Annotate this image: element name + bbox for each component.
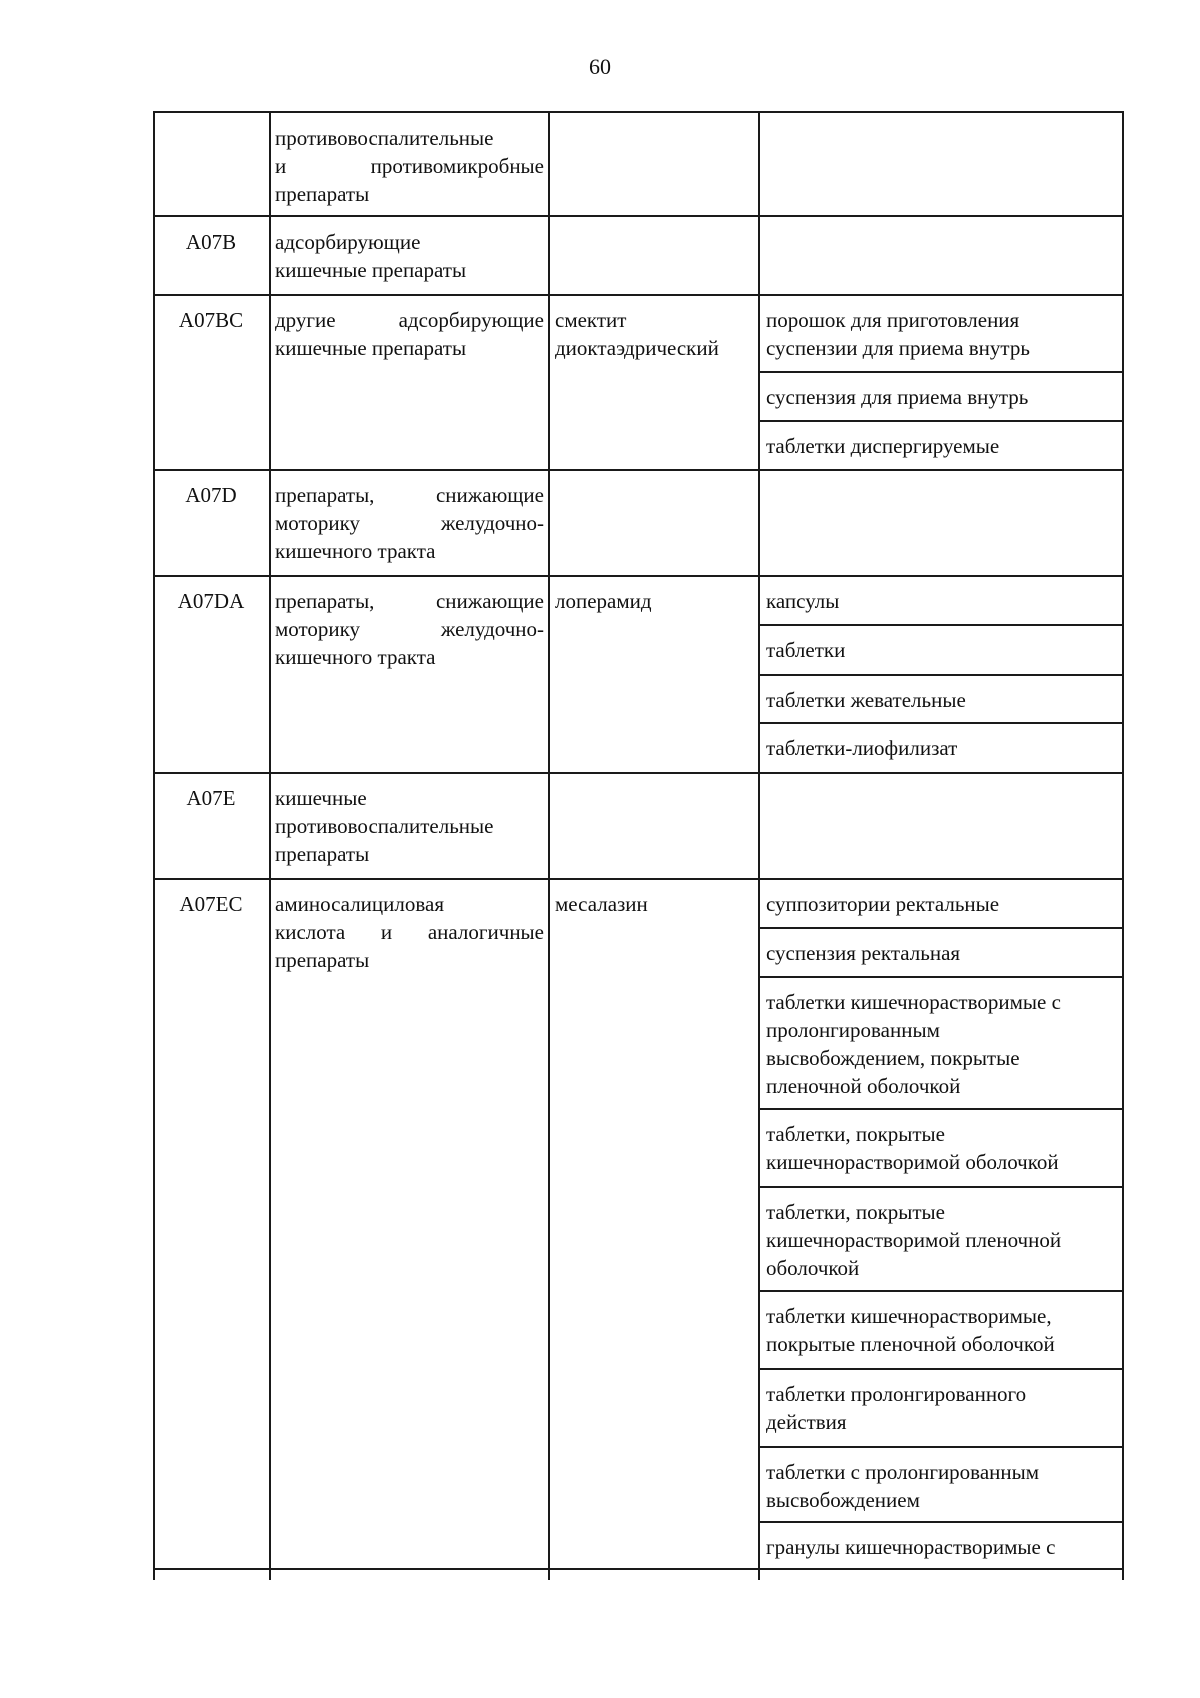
table-border-left <box>153 111 155 1580</box>
form-divider <box>758 674 1124 676</box>
dosage-form-cell: суспензия ректальная <box>766 941 961 965</box>
name-line: аминосалициловая <box>275 892 444 916</box>
form-divider <box>758 722 1124 724</box>
form-line: оболочкой <box>766 1256 860 1280</box>
form-divider <box>758 1108 1124 1110</box>
form-line: таблетки, покрытые <box>766 1122 945 1146</box>
form-line: таблетки, покрытые <box>766 1200 945 1224</box>
table-border-top <box>153 111 1124 113</box>
form-line: действия <box>766 1410 847 1434</box>
dosage-form-cell <box>766 1380 1118 1436</box>
form-line: таблетки кишечнорастворимые с <box>766 990 1061 1014</box>
form-divider <box>758 420 1124 422</box>
atc-code-cell: A07D <box>185 483 237 507</box>
atc-code-cell: A07BC <box>178 308 244 332</box>
form-line: покрытые пленочной оболочкой <box>766 1332 1055 1356</box>
form-divider <box>758 371 1124 373</box>
inn-line: месалазин <box>555 892 648 916</box>
form-divider <box>758 1446 1124 1448</box>
name-line: кишечные <box>275 786 367 810</box>
form-line: таблетки с пролонгированным <box>766 1460 1040 1484</box>
form-line: таблетки пролонгированного <box>766 1382 1027 1406</box>
name-line: адсорбирующие <box>275 230 421 254</box>
form-divider <box>758 1368 1124 1370</box>
row-divider <box>153 294 1124 296</box>
table-border-right <box>1122 111 1124 1580</box>
inn-line: диоктаэдрический <box>555 336 719 360</box>
group-name-cell <box>275 890 544 974</box>
inn-cell <box>555 306 755 362</box>
inn-line: лоперамид <box>555 589 652 613</box>
name-line: кислота и аналогичные <box>275 920 544 944</box>
group-name-cell <box>275 587 544 671</box>
dosage-form-cell: суспензия для приема внутрь <box>766 385 1029 409</box>
atc-code-cell: A07E <box>186 786 236 810</box>
form-line: высвобождением <box>766 1488 920 1512</box>
dosage-form-cell: суппозитории ректальные <box>766 892 1000 916</box>
form-line: пролонгированным <box>766 1018 940 1042</box>
atc-code-cell: A07EC <box>179 892 243 916</box>
dosage-form-cell <box>766 306 1118 362</box>
row-divider <box>153 878 1124 880</box>
name-line: препараты, снижающие <box>275 589 544 613</box>
group-name-cell <box>275 124 544 208</box>
form-line: кишечнорастворимой оболочкой <box>766 1150 1059 1174</box>
name-line: моторику желудочно- <box>275 511 544 535</box>
name-line: кишечные препараты <box>275 336 467 360</box>
dosage-form-cell <box>766 1458 1118 1514</box>
dosage-form-cell <box>766 1120 1118 1176</box>
form-line: порошок для приготовления <box>766 308 1020 332</box>
form-line: таблетки кишечнорастворимые, <box>766 1304 1052 1328</box>
dosage-form-cell: таблетки <box>766 638 846 662</box>
form-divider <box>758 1290 1124 1292</box>
dosage-form-cell: таблетки жевательные <box>766 688 966 712</box>
name-line: препараты <box>275 842 370 866</box>
dosage-form-cell <box>766 1198 1118 1282</box>
group-name-cell <box>275 481 544 565</box>
form-divider <box>758 927 1124 929</box>
column-divider-name <box>548 111 550 1580</box>
atc-code-cell: A07DA <box>177 589 245 613</box>
form-divider <box>758 624 1124 626</box>
name-line: кишечного тракта <box>275 645 436 669</box>
name-line: моторику желудочно- <box>275 617 544 641</box>
table-border-bottom <box>153 1568 1124 1570</box>
inn-cell <box>555 890 755 918</box>
dosage-form-cell: капсулы <box>766 589 840 613</box>
form-divider <box>758 1521 1124 1523</box>
name-line: препараты, снижающие <box>275 483 544 507</box>
dosage-form-cell: гранулы кишечнорастворимые с <box>766 1535 1056 1559</box>
row-divider <box>153 575 1124 577</box>
dosage-form-cell: таблетки-лиофилизат <box>766 736 958 760</box>
form-line: кишечнорастворимой пленочной <box>766 1228 1062 1252</box>
form-divider <box>758 1186 1124 1188</box>
group-name-cell <box>275 306 544 362</box>
page-number: 60 <box>589 54 611 79</box>
group-name-cell <box>275 784 544 868</box>
name-line: противовоспалительные <box>275 126 494 150</box>
form-line: высвобождением, покрытые <box>766 1046 1020 1070</box>
form-line: пленочной оболочкой <box>766 1074 961 1098</box>
group-name-cell <box>275 228 544 284</box>
name-line: препараты <box>275 182 370 206</box>
column-divider-inn <box>758 111 760 1580</box>
dosage-form-cell <box>766 988 1118 1100</box>
dosage-form-cell <box>766 1302 1118 1358</box>
name-line: и противомикробные <box>275 154 544 178</box>
name-line: кишечного тракта <box>275 539 436 563</box>
atc-code-cell: A07B <box>185 230 237 254</box>
row-divider <box>153 215 1124 217</box>
form-line: суспензии для приема внутрь <box>766 336 1030 360</box>
inn-cell <box>555 587 755 615</box>
dosage-form-cell: таблетки диспергируемые <box>766 434 1000 458</box>
row-divider <box>153 772 1124 774</box>
column-divider-code <box>269 111 271 1580</box>
row-divider <box>153 469 1124 471</box>
name-line: другие адсорбирующие <box>275 308 544 332</box>
form-divider <box>758 976 1124 978</box>
name-line: кишечные препараты <box>275 258 467 282</box>
inn-line: смектит <box>555 308 627 332</box>
name-line: препараты <box>275 948 370 972</box>
name-line: противовоспалительные <box>275 814 494 838</box>
